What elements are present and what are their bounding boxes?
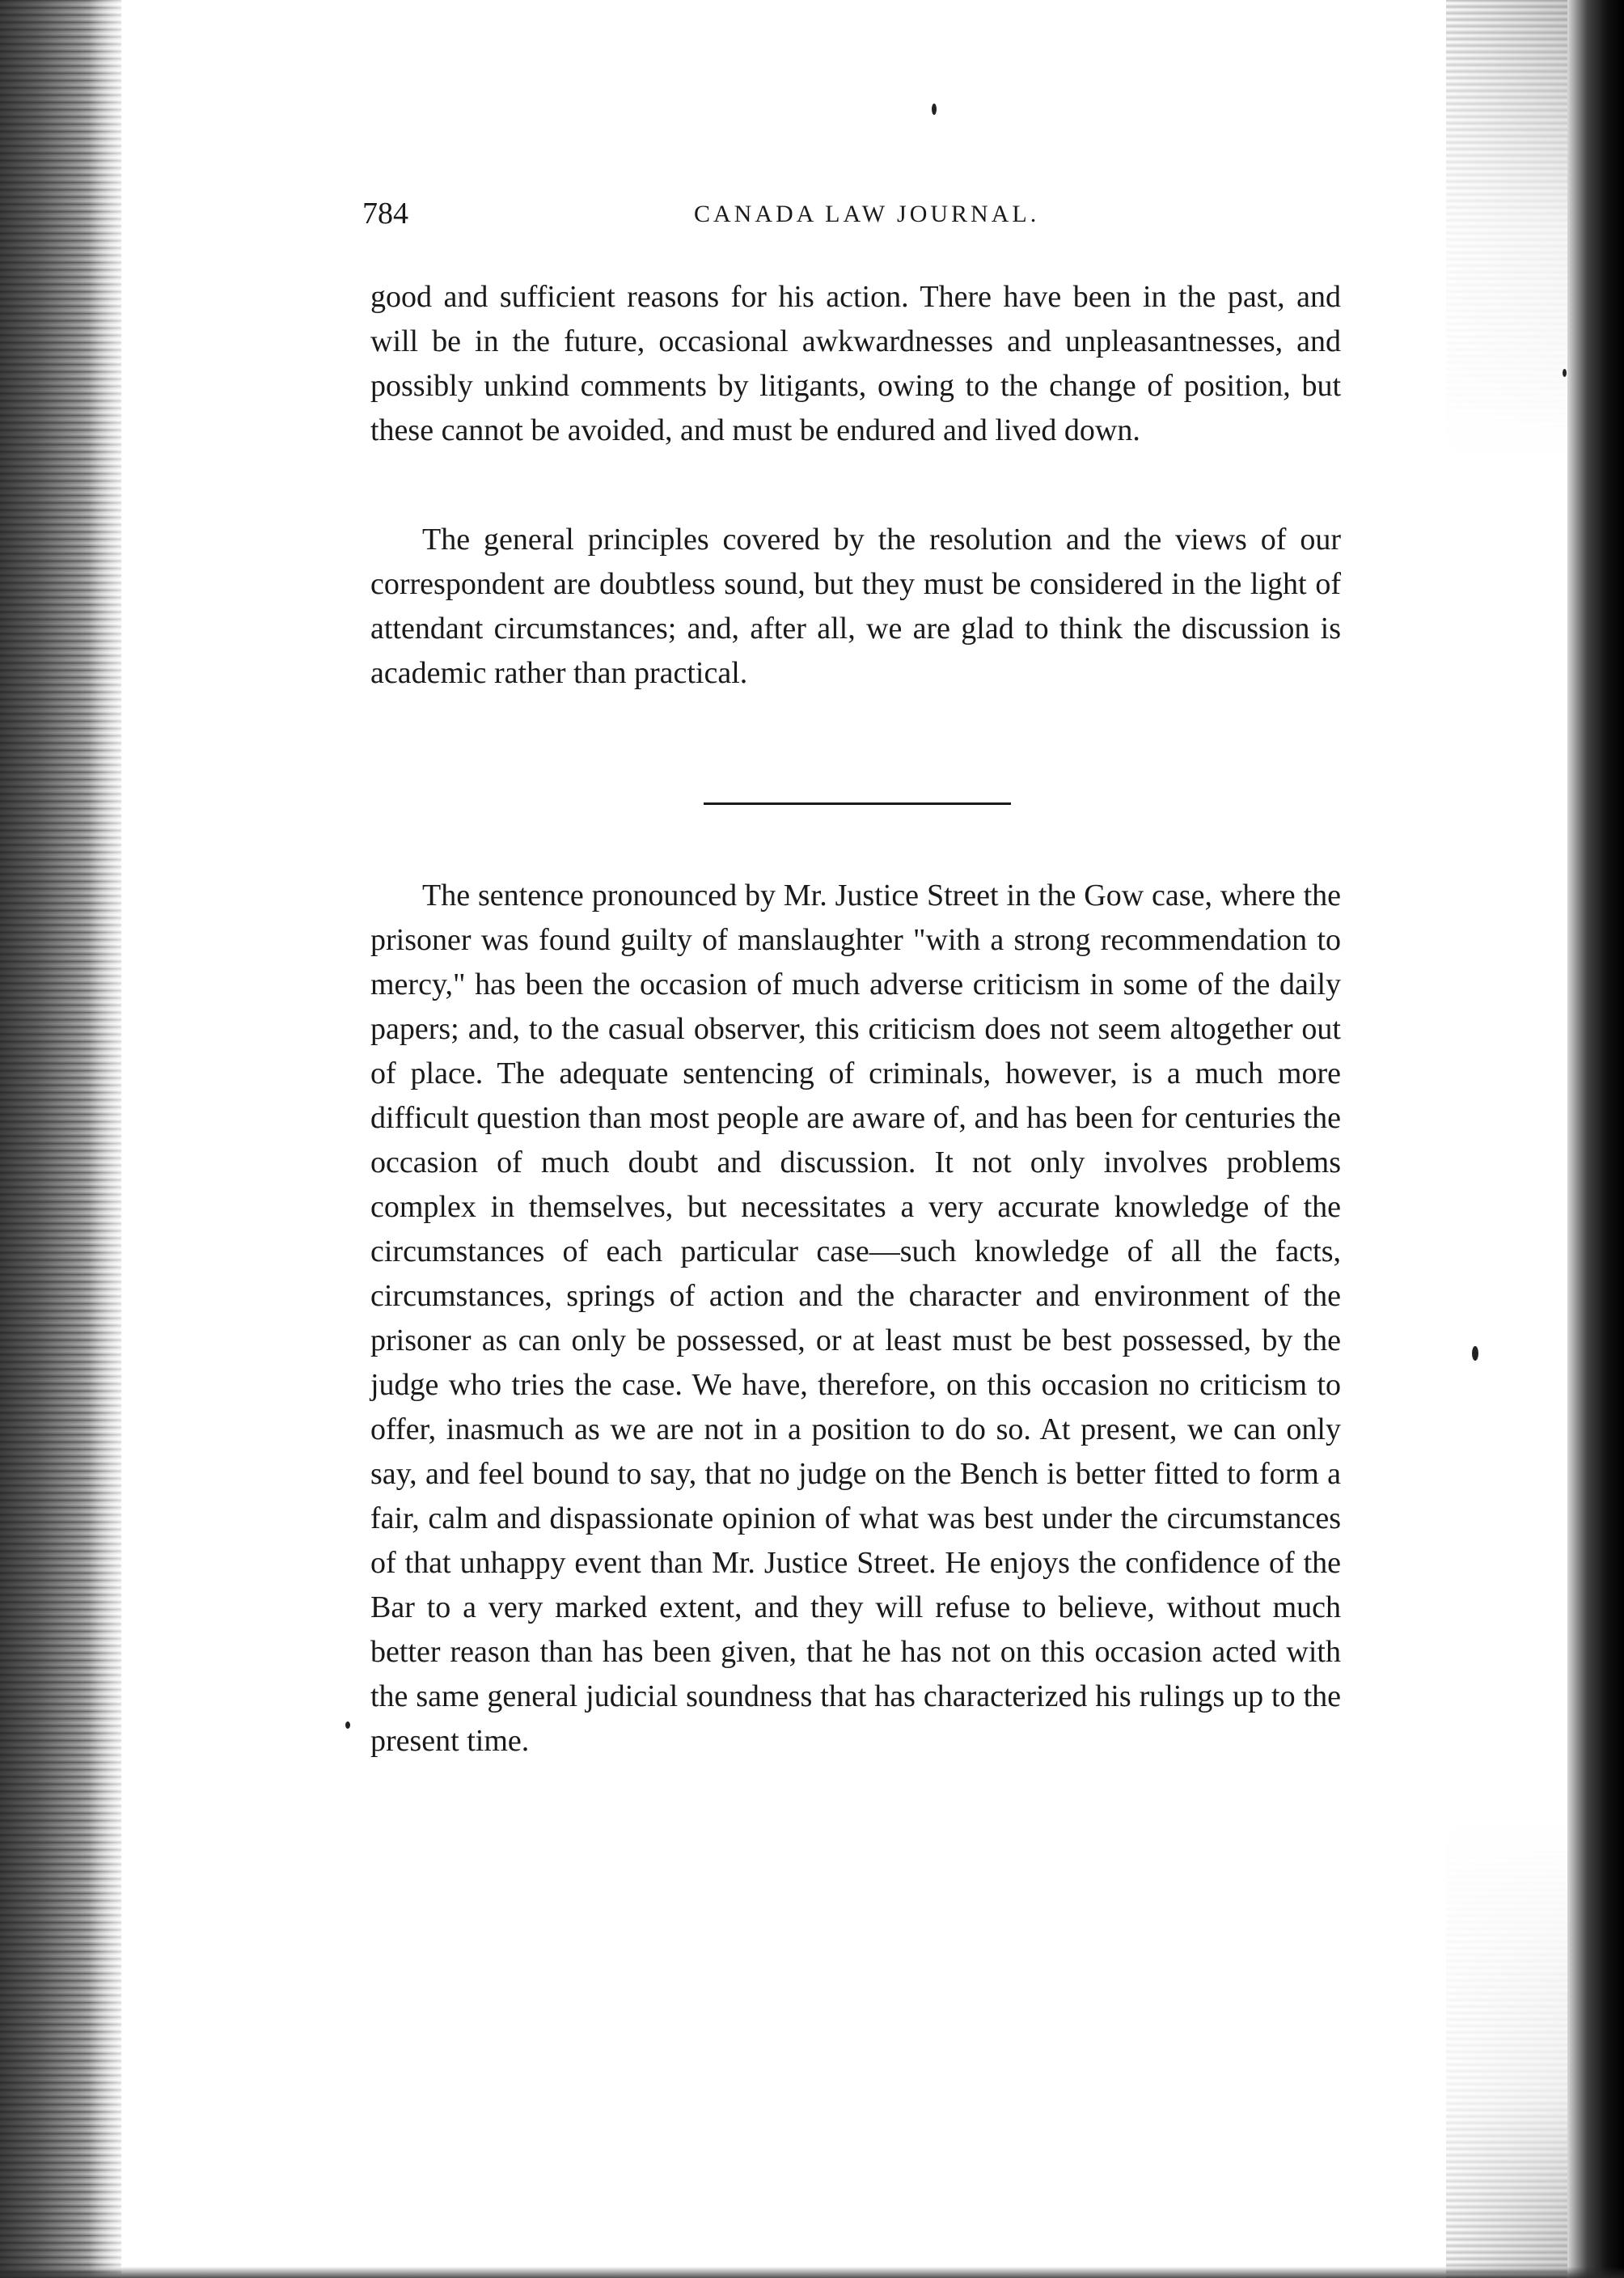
journal-title: CANADA LAW JOURNAL. (694, 201, 1040, 227)
paragraph-continuation (370, 275, 1341, 453)
ink-speck (345, 1721, 350, 1729)
scan-bottom-edge (0, 2267, 1624, 2278)
paragraph-text: The general principles covered by the resolution and the views of our correspondent are doubtless sound, but they must be considered in the light of attendant circumstances; and, after all, we are glad to think the discussion is academic rather than practical. (370, 523, 1341, 690)
page-number: 784 (362, 197, 408, 231)
paragraph-gow-case (370, 874, 1341, 1764)
ink-speck (932, 104, 937, 115)
scan-right-edge-shadow (1446, 0, 1575, 2278)
scan-left-edge-fade (89, 0, 137, 2278)
paragraph-principles (370, 518, 1341, 696)
paragraph-text: good and sufficient reasons for his action. There have been in the past, and will be in the future, occasional awkwardnesses and unpleasantnesses, and possibly unkind comments by litigants, owing to the change of position, but these cannot be avoided, and must be endured and lived down. (370, 280, 1341, 447)
paragraph-text: The sentence pronounced by Mr. Justice Street in the Gow case, where the prisoner was found guilty of manslaughter "with a strong recommendation to mercy," has been the occasion of much adverse criticism in some of the daily papers; and, to the casual observer, this criticism does not seem altogether out of place. The adequate sentencing of criminals, however, is a much more difficult question than most people are aware of, and has been for centuries the occasion of much doubt and discussion. It not only involves problems complex in themselves, but necessitates a very accurate knowledge of the circumstances of each particular case—such knowledge of all the facts, circumstances, springs of action and the character and environment of the prisoner as can only be possessed, or at least must be best possessed, by the judge who tries the case. We have, therefore, on this occasion no criticism to offer, inasmuch as we are not in a position to do so. At present, we can only say, and feel bound to say, that no judge on the Bench is better fitted to form a fair, calm and dispassionate opinion of what was best under the circumstances of that unhappy event than Mr. Justice Street. He enjoys the confidence of the Bar to a very marked extent, and they will refuse to believe, without much better reason than has been given, that he has not on this occasion acted with the same general judicial soundness that has characterized his rulings up to the present time. (370, 879, 1341, 1758)
section-divider (704, 802, 1011, 805)
scan-right-edge (1567, 0, 1624, 2278)
ink-speck (1472, 1346, 1478, 1361)
ink-speck (1563, 369, 1567, 377)
running-head (362, 196, 1341, 236)
